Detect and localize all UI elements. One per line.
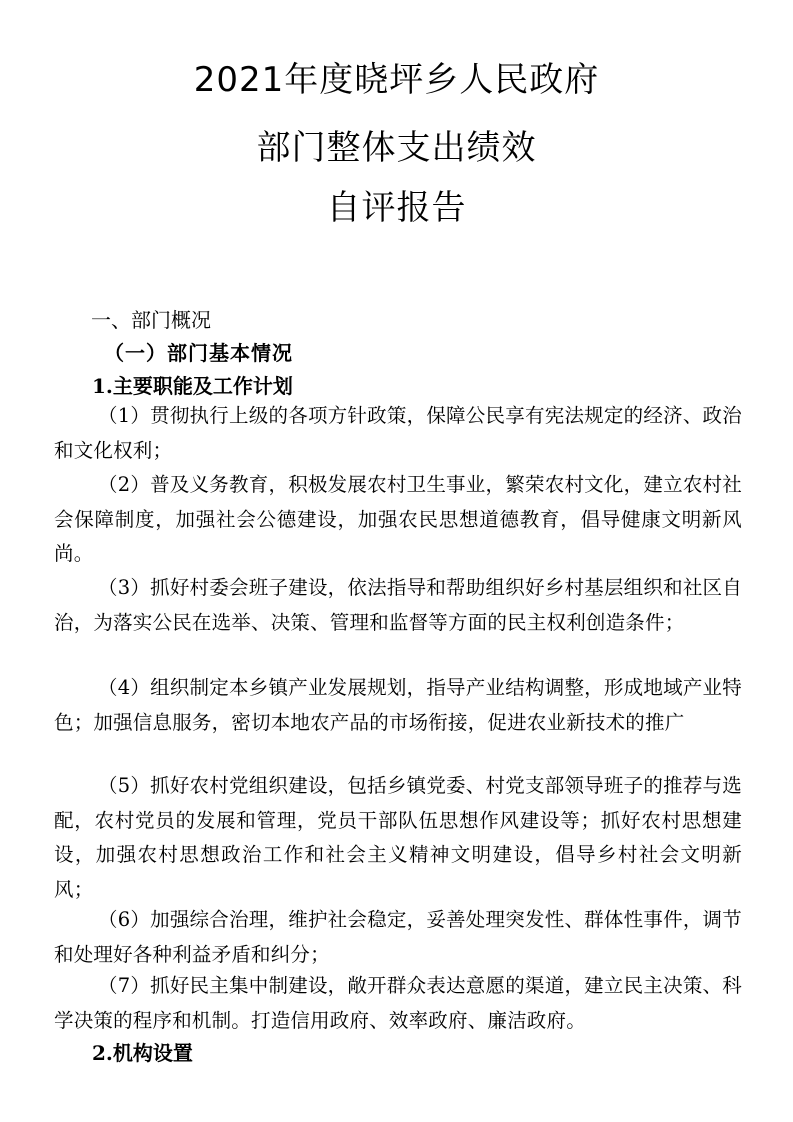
paragraph-function-2: （2）普及义务教育，积极发展农村卫生事业，繁荣农村文化，建立农村社会保障制度，加强社会公德建设，加强农民思想道德教育，倡导健康文明新风尚。 xyxy=(54,473,742,565)
document-title-line-3: 自评报告 xyxy=(326,188,467,228)
paragraph-function-7: （7）抓好民主集中制建设，敞开群众表达意愿的渠道，建立民主决策、科学决策的程序和机制。打造信用政府、效率政府、廉洁政府。 xyxy=(54,974,742,1032)
document-title-line-2: 部门整体支出绩效 xyxy=(256,128,537,168)
paragraph-function-6: （6）加强综合治理，维护社会稳定，妥善处理突发性、群体性事件，调节和处理好各种利益矛盾和纠分； xyxy=(54,908,742,966)
item-heading-organization: 2.机构设置 xyxy=(92,1041,193,1065)
paragraph-function-5: （5）抓好农村党组织建设，包括乡镇党委、村党支部领导班子的推荐与选配，农村党员的发展和管理，党员干部队伍思想作风建设等；抓好农村思想建设，加强农村思想政治工作和社会主义精神文明建设，倡导乡村社会文明新风； xyxy=(54,774,742,901)
paragraph-function-3: （3）抓好村委会班子建设，依法指导和帮助组织好乡村基层组织和社区自治，为落实公民在选举、决策、管理和监督等方面的民主权利创造条件； xyxy=(54,576,742,634)
section-heading-department-overview: 一、部门概况 xyxy=(91,308,211,332)
paragraph-function-4: （4）组织制定本乡镇产业发展规划，指导产业结构调整，形成地域产业特色；加强信息服务，密切本地农产品的市场衔接，促进农业新技术的推广 xyxy=(54,676,742,734)
subsection-heading-basic-info: （一）部门基本情况 xyxy=(104,341,293,365)
item-heading-functions-and-plan: 1.主要职能及工作计划 xyxy=(92,374,293,398)
paragraph-function-1: （1）贯彻执行上级的各项方针政策，保障公民享有宪法规定的经济、政治和文化权利； xyxy=(54,404,742,462)
document-title-line-1: 2021年度晓坪乡人民政府 xyxy=(193,60,600,100)
